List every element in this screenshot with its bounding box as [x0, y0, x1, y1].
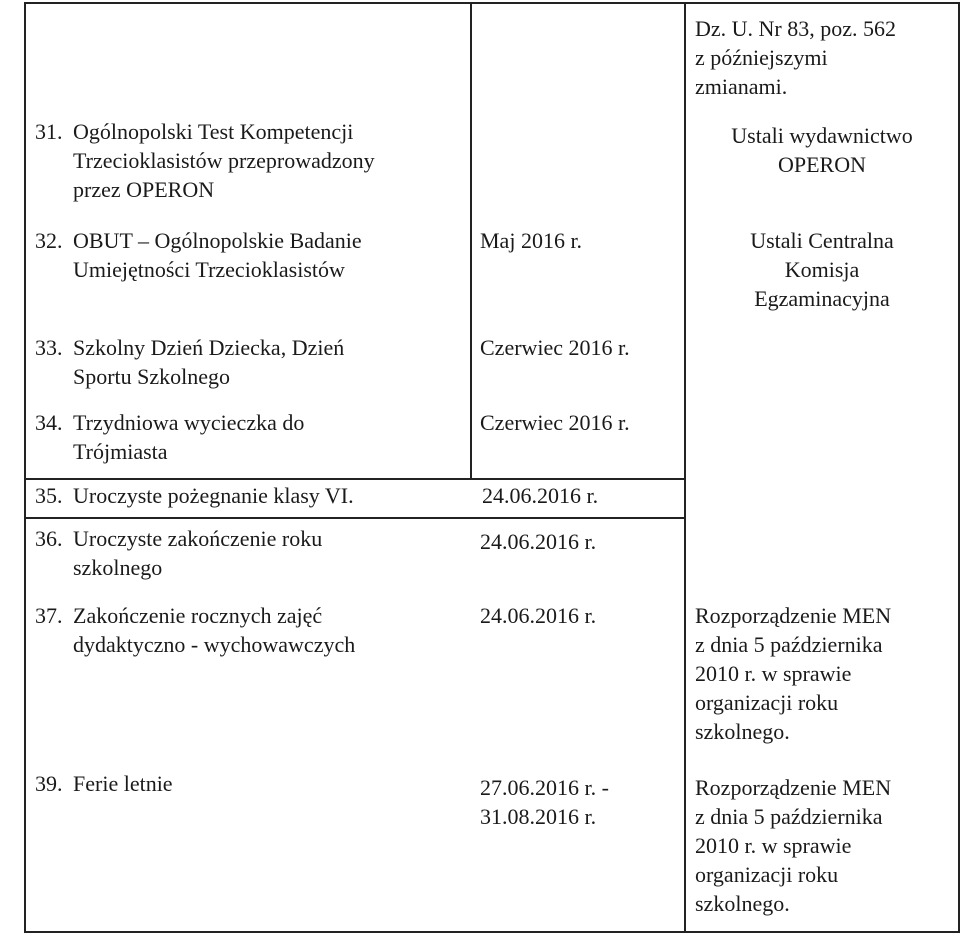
- event-date: Maj 2016 r.: [480, 228, 583, 253]
- column-divider-title: [470, 2, 472, 478]
- event-note: Rozporządzenie MEN z dnia 5 października 2010 r. w sprawie organizacji roku szkolnego.: [695, 775, 892, 916]
- event-title: Szkolny Dzień Dziecka, Dzień Sportu Szkolnego: [73, 335, 345, 389]
- event-date: 24.06.2016 r.: [482, 483, 599, 508]
- row-number: 35.: [35, 483, 63, 508]
- event-date: 24.06.2016 r.: [480, 603, 597, 628]
- event-title: Uroczyste pożegnanie klasy VI.: [73, 483, 354, 508]
- row-number: 37.: [35, 603, 63, 628]
- event-date: Czerwiec 2016 r.: [480, 410, 630, 435]
- event-title: Ferie letnie: [73, 771, 173, 796]
- row-number: 33.: [35, 335, 63, 360]
- event-note: Dz. U. Nr 83, poz. 562 z późniejszymi zmianami.: [695, 16, 897, 99]
- table-top-border: [24, 2, 958, 4]
- event-note: Ustali Centralna Komisja Egzaminacyjna: [750, 228, 894, 311]
- row-number: 39.: [35, 771, 63, 796]
- event-title: Uroczyste zakończenie roku szkolnego: [73, 526, 323, 580]
- event-title: Trzydniowa wycieczka do Trójmiasta: [73, 410, 305, 464]
- row-number: 34.: [35, 410, 63, 435]
- event-title: Ogólnopolski Test Kompetencji Trzecioklasistów przeprowadzony przez OPERON: [73, 119, 375, 202]
- table-left-border: [24, 2, 26, 933]
- event-title: OBUT – Ogólnopolskie Badanie Umiejętności Trzecioklasistów: [73, 228, 362, 282]
- row-number: 32.: [35, 228, 63, 253]
- event-note: Rozporządzenie MEN z dnia 5 października 2010 r. w sprawie organizacji roku szkolnego.: [695, 603, 892, 744]
- event-date: Czerwiec 2016 r.: [480, 335, 630, 360]
- event-date: 24.06.2016 r.: [480, 529, 597, 554]
- event-note-organizer: Ustali wydawnictwo OPERON: [731, 123, 913, 177]
- row-number: 36.: [35, 526, 63, 551]
- event-title: Zakończenie rocznych zajęć dydaktyczno - wychowawczych: [73, 603, 356, 657]
- event-date: 27.06.2016 r. - 31.08.2016 r.: [480, 775, 609, 829]
- table-separator-35: [24, 478, 684, 480]
- row-number: 31.: [35, 119, 63, 144]
- table-separator-36: [24, 517, 684, 519]
